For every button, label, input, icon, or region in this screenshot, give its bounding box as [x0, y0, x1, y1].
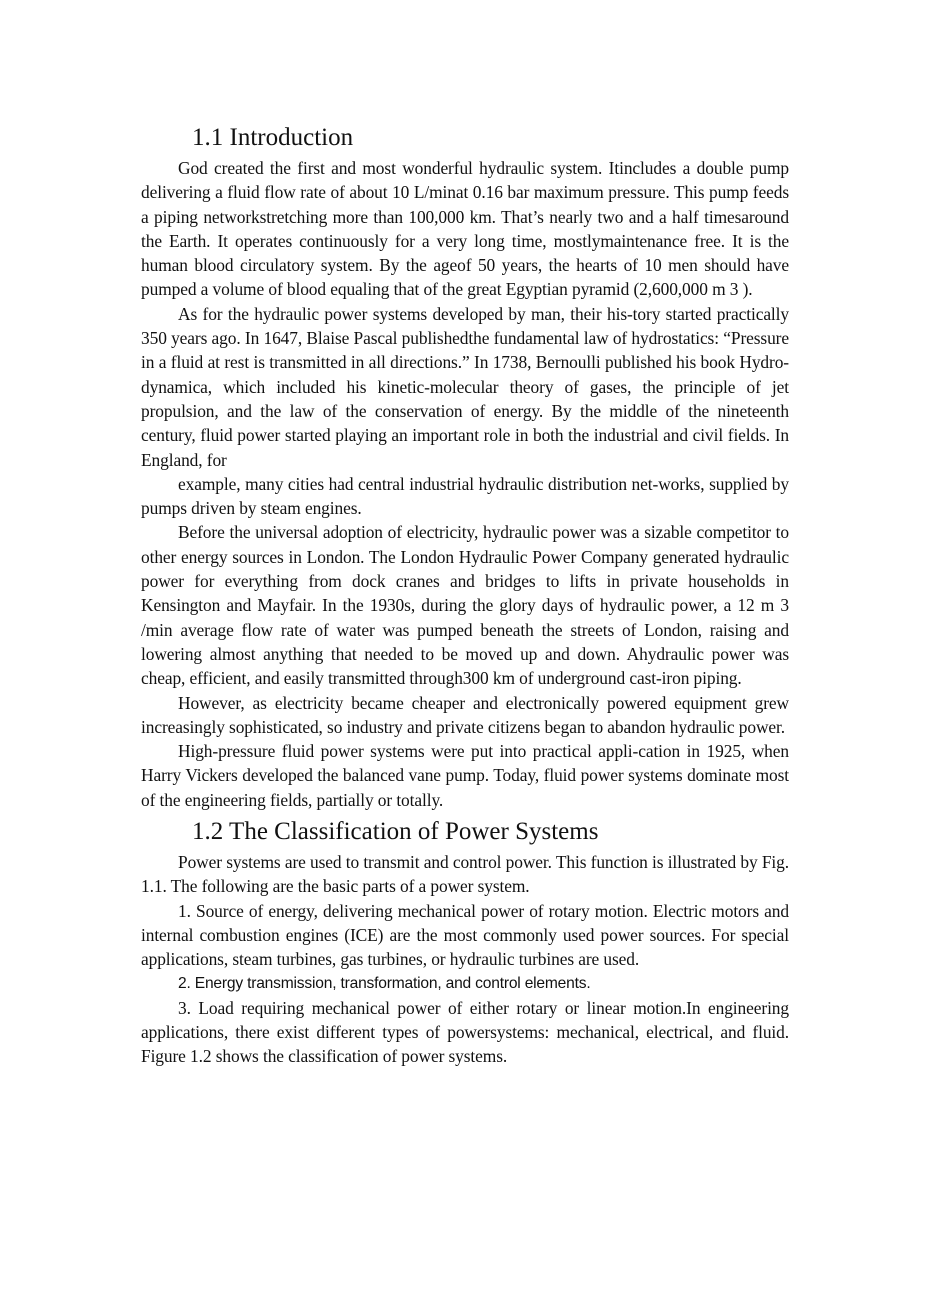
list-item-source-of-energy: 1. Source of energy, delivering mechanical power of rotary motion. Electric motors and internal combustion engines (ICE) are the most commonly used power sources. For special applications, steam turbines, gas turbines, or hydraulic turbines are used. [141, 900, 789, 970]
paragraph: High-pressure fluid power systems were put into practical appli-cation in 1925, when Harry Vickers developed the balanced vane pump. Today, fluid power systems dominate most of the engineering fields, partially or totally. [141, 741, 789, 810]
paragraph: Before the universal adoption of electricity, hydraulic power was a sizable competitor to other energy sources in London. The London Hydraulic Power Company generated hydraulic power for everything from dock cranes and bridges to lifts in private households in Kensington and Mayfair. In the 1930s, during the glory days of hydraulic power, a 12 m 3 /min average flow rate of water was pumped beneath the streets of London, raising and lowering almost anything that needed to be moved up and down. Ahydraulic power was cheap, efficient, and easily transmitted through300 km of underground cast-iron piping. [141, 522, 789, 689]
document-page [141, 122, 789, 1069]
paragraph: Power systems are used to transmit and control power. This function is illustrated by Fig. 1.1. The following are the basic parts of a power system. [141, 852, 789, 897]
paragraph: God created the first and most wonderful hydraulic system. Itincludes a double pump delivering a fluid flow rate of about 10 L/minat 0.16 bar maximum pressure. This pump feeds a piping networkstretching more than 100,000 km. That’s nearly two and a half timesaround the Earth. It operates continuously for a very long time, mostlymaintenance free. It is the human blood circulatory system. By the ageof 50 years, the hearts of 10 men should have pumped a volume of blood equaling that of the great Egyptian pyramid (2,600,000 m 3 ). [141, 158, 789, 300]
paragraph: As for the hydraulic power systems developed by man, their his-tory started practically 350 years ago. In 1647, Blaise Pascal publishedthe fundamental law of hydrostatics: “Pressure in a fluid at rest is transmitted in all directions.” In 1738, Bernoulli published his book Hydro-dynamica, which included his kinetic-molecular theory of gases, the principle of jet propulsion, and the law of the conservation of energy. By the middle of the nineteenth century, fluid power started playing an important role in both the industrial and civil fields. In England, for [141, 303, 789, 470]
paragraph: example, many cities had central industrial hydraulic distribution net-works, supplied by pumps driven by steam engines. [141, 473, 789, 519]
paragraph: However, as electricity became cheaper and electronically powered equipment grew increasingly sophisticated, so industry and private citizens began to abandon hydraulic power. [141, 692, 789, 737]
section-heading-classification: 1.2 The Classification of Power Systems [192, 818, 599, 846]
list-item-energy-transmission: 2. Energy transmission, transformation, and control elements. [178, 974, 591, 992]
list-item-load: 3. Load requiring mechanical power of either rotary or linear motion.In engineering applications, there exist different types of powersystems: mechanical, electrical, and fluid. Figure 1.2 shows the classification of power systems. [141, 997, 789, 1067]
section-heading-introduction: 1.1 Introduction [192, 124, 354, 151]
